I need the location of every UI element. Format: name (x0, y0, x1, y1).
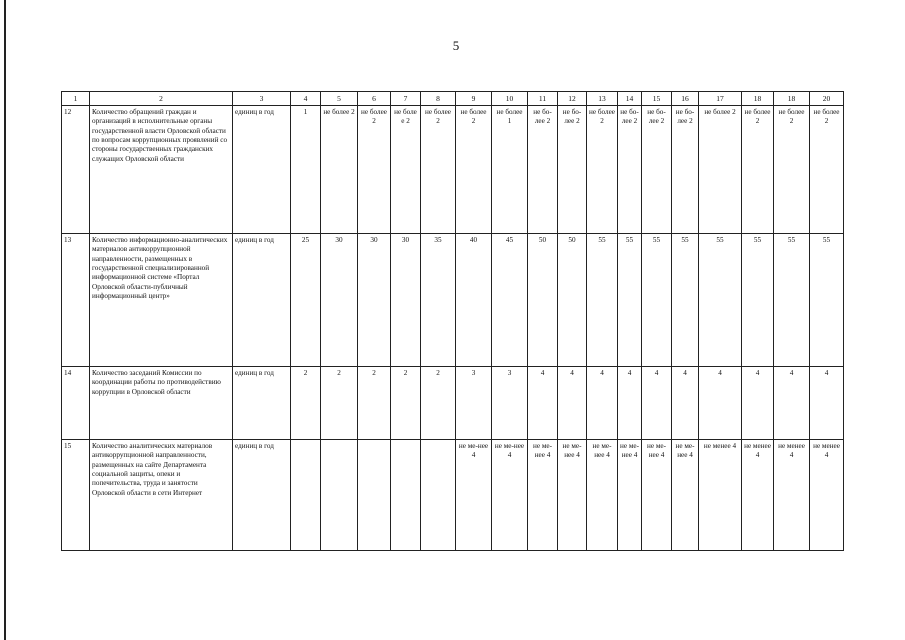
value-cell: 50 (528, 234, 558, 367)
value-cell: 40 (456, 234, 492, 367)
value-cell: не бо-лее 2 (672, 106, 699, 234)
header-cell: 10 (492, 92, 528, 106)
value-cell: не более 2 (587, 106, 618, 234)
header-cell: 2 (90, 92, 233, 106)
value-cell (391, 440, 421, 551)
value-cell: не ме-нее 4 (528, 440, 558, 551)
header-cell: 5 (321, 92, 358, 106)
unit-cell: единиц в год (233, 367, 291, 440)
value-cell: не более 2 (774, 106, 810, 234)
value-cell: не менее 4 (742, 440, 774, 551)
value-cell: 55 (642, 234, 672, 367)
value-cell (321, 440, 358, 551)
value-cell: не ме-нее 4 (587, 440, 618, 551)
value-cell: не бо-лее 2 (642, 106, 672, 234)
header-cell: 11 (528, 92, 558, 106)
value-cell: 50 (558, 234, 587, 367)
value-cell: не бо-лее 2 (618, 106, 642, 234)
value-cell: 55 (774, 234, 810, 367)
header-cell: 15 (642, 92, 672, 106)
value-cell: 55 (742, 234, 774, 367)
value-cell: 30 (358, 234, 391, 367)
header-cell: 13 (587, 92, 618, 106)
header-cell: 9 (456, 92, 492, 106)
header-cell: 12 (558, 92, 587, 106)
unit-cell: единиц в год (233, 234, 291, 367)
value-cell: не более 1 (492, 106, 528, 234)
indicator-name: Количество аналитических материалов антикоррупционной направленности, размещенных на сайте Департамента социальной защиты, опеки и попечительства, труда и занятости Орловской области в сети Интернет (90, 440, 233, 551)
header-cell: 3 (233, 92, 291, 106)
value-cell: не боле е 2 (391, 106, 421, 234)
value-cell: 4 (672, 367, 699, 440)
value-cell (358, 440, 391, 551)
value-cell: не более 2 (810, 106, 844, 234)
header-cell: 6 (358, 92, 391, 106)
header-cell: 7 (391, 92, 421, 106)
value-cell: не менее 4 (810, 440, 844, 551)
value-cell (421, 440, 456, 551)
header-cell: 8 (421, 92, 456, 106)
value-cell: 55 (587, 234, 618, 367)
table-row (62, 440, 844, 551)
header-cell: 17 (699, 92, 742, 106)
value-cell: 35 (421, 234, 456, 367)
header-cell: 20 (810, 92, 844, 106)
value-cell: 4 (587, 367, 618, 440)
value-cell: 55 (810, 234, 844, 367)
row-number: 14 (62, 367, 90, 440)
value-cell: не более 2 (358, 106, 391, 234)
row-number: 15 (62, 440, 90, 551)
table-row (62, 234, 844, 367)
page-number: 5 (452, 38, 460, 53)
row-number: 13 (62, 234, 90, 367)
value-cell: 4 (742, 367, 774, 440)
value-cell: не менее 4 (699, 440, 742, 551)
value-cell: 2 (358, 367, 391, 440)
value-cell: не более 2 (321, 106, 358, 234)
header-cell: 1 (62, 92, 90, 106)
row-number: 12 (62, 106, 90, 234)
value-cell: 45 (492, 234, 528, 367)
indicators-table (61, 91, 844, 551)
page-left-border (4, 0, 6, 640)
value-cell: 4 (774, 367, 810, 440)
value-cell: 2 (391, 367, 421, 440)
header-cell: 18 (774, 92, 810, 106)
value-cell: не ме-нее 4 (558, 440, 587, 551)
value-cell: не бо-лее 2 (558, 106, 587, 234)
value-cell: не бо-лее 2 (528, 106, 558, 234)
value-cell: не менее 4 (774, 440, 810, 551)
value-cell: не более 2 (699, 106, 742, 234)
indicator-name: Количество обращений граждан и организаций в исполнительные органы государственной власти Орловской области по вопросам коррупционных проявлений со стороны государственных гражданских служащих Орловской области (90, 106, 233, 234)
value-cell: 2 (291, 367, 321, 440)
value-cell: 55 (618, 234, 642, 367)
header-cell: 18 (742, 92, 774, 106)
header-cell: 16 (672, 92, 699, 106)
table-row (62, 367, 844, 440)
value-cell: не ме-нее 4 (672, 440, 699, 551)
indicator-name: Количество информационно-аналитических материалов антикоррупционной направленности, размещенных в государственной специализированной информационной системе «Портал Орловской области-публичный информационный центр» (90, 234, 233, 367)
value-cell: не более 2 (456, 106, 492, 234)
value-cell: 25 (291, 234, 321, 367)
value-cell: 4 (558, 367, 587, 440)
unit-cell: единиц в год (233, 440, 291, 551)
value-cell: не ме-нее 4 (492, 440, 528, 551)
value-cell: 4 (642, 367, 672, 440)
value-cell: 4 (618, 367, 642, 440)
value-cell: 4 (699, 367, 742, 440)
value-cell (291, 440, 321, 551)
value-cell: 30 (391, 234, 421, 367)
value-cell: 55 (672, 234, 699, 367)
value-cell: не более 2 (742, 106, 774, 234)
value-cell: 55 (699, 234, 742, 367)
value-cell: 30 (321, 234, 358, 367)
value-cell: не ме-нее 4 (456, 440, 492, 551)
header-cell: 4 (291, 92, 321, 106)
value-cell: 3 (456, 367, 492, 440)
value-cell: не ме-нее 4 (618, 440, 642, 551)
table-header-row (62, 92, 844, 106)
header-cell: 14 (618, 92, 642, 106)
value-cell: 2 (421, 367, 456, 440)
value-cell: не более 2 (421, 106, 456, 234)
table-row (62, 106, 844, 234)
value-cell: 4 (528, 367, 558, 440)
value-cell: 4 (810, 367, 844, 440)
value-cell: 3 (492, 367, 528, 440)
unit-cell: единиц в год (233, 106, 291, 234)
value-cell: 2 (321, 367, 358, 440)
value-cell: 1 (291, 106, 321, 234)
indicator-name: Количество заседаний Комиссии по координации работы по противодействию коррупции в Орловской области (90, 367, 233, 440)
value-cell: не ме-нее 4 (642, 440, 672, 551)
